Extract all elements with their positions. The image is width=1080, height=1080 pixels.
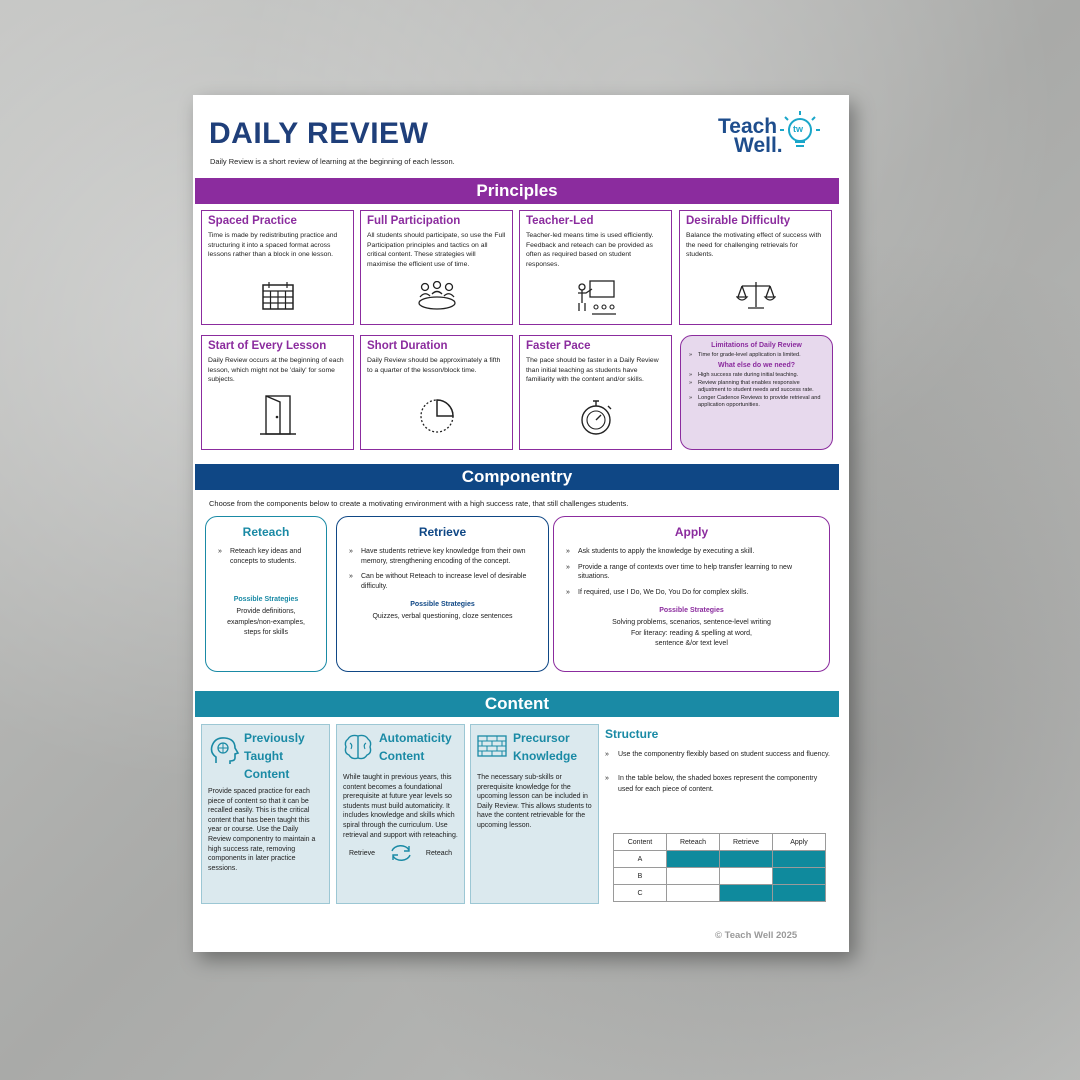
component-title: Reteach: [242, 525, 290, 539]
row-label: A: [614, 851, 667, 868]
what-else-title: What else do we need?: [717, 362, 795, 370]
principle-card-faster-pace: [519, 335, 672, 450]
brain-icon: [343, 733, 373, 761]
retrieve-reteach-cycle: [343, 844, 458, 862]
principle-card-short-duration: [360, 335, 513, 450]
component-bullet: » Have students retrieve key knowledge from their own memory, strengthening encoding of the concept.: [347, 547, 538, 566]
componentry-intro: Choose from the components below to create a motivating environment with a high success rate, that still challenges students.: [209, 499, 629, 508]
teacher-presenting-icon: [574, 279, 618, 317]
component-bullet: » Ask students to apply the knowledge by executing a skill.: [564, 547, 819, 557]
content-card-previously-taught: [201, 724, 330, 904]
principle-card-start-of-every-lesson: [201, 335, 354, 450]
need-item: » Review planning that enables responsive adjustment to student needs and success rate.: [689, 380, 824, 395]
component-title: Retrieve: [418, 525, 467, 539]
table-header: Content: [614, 834, 667, 851]
principle-text: Daily Review occurs at the beginning of each lesson, which might not be 'daily' for some subjects.: [208, 357, 344, 384]
principle-text: Daily Review should be approximately a fifth to a quarter of the lesson/block time.: [367, 357, 501, 374]
principle-card-full-participation: [360, 210, 513, 325]
strategies-label: Possible Strategies: [233, 596, 299, 604]
table-row: [614, 885, 826, 902]
principle-title: Teacher-Led: [526, 215, 594, 227]
content-heading: Content: [195, 691, 839, 717]
principle-text: Time is made by redistributing practice and structuring it into a spaced format across lessons rather than a block in one lesson.: [208, 232, 338, 259]
scales-icon: [736, 279, 776, 311]
strategies-text: Quizzes, verbal questioning, cloze sentences: [372, 613, 513, 621]
logo-line2: Well.: [734, 134, 783, 157]
structure-item: » Use the componentry flexibly based on student success and fluency.: [605, 749, 831, 761]
componentry-heading: Componentry: [195, 464, 839, 490]
logo-badge: tw: [793, 124, 803, 134]
cycle-arrows-icon: [388, 844, 414, 862]
principle-card-spaced-practice: [201, 210, 354, 325]
principle-card-desirable-difficulty: [679, 210, 832, 325]
row-label: B: [614, 868, 667, 885]
content-title: Precursor Knowledge: [513, 731, 578, 763]
principle-title: Faster Pace: [526, 340, 591, 352]
logo-line1: Teach: [718, 115, 778, 138]
content-card-automaticity: [336, 724, 465, 904]
strategies-label: Possible Strategies: [659, 607, 724, 615]
table-cell: [773, 851, 826, 868]
teach-well-logo: [715, 109, 825, 161]
principles-heading: Principles: [195, 178, 839, 204]
content-text: Provide spaced practice for each piece of content so that it can be recalled easily. This is the critical content that has been taught this year or course. Use the Daily Review componentry to maintain a high success rate, removing components in later practice sessions.: [208, 788, 316, 872]
row-label: C: [614, 885, 667, 902]
table-header-row: [614, 834, 826, 851]
limitations-panel: [680, 335, 833, 450]
content-card-precursor: [470, 724, 599, 904]
content-title: Previously Taught Content: [244, 731, 305, 781]
brick-wall-icon: [477, 734, 507, 758]
content-text: The necessary sub-skills or prerequisite knowledge for the upcoming lesson can be included in Daily Review. This allows students to have the content retrievable for the upcoming lesson.: [477, 774, 592, 829]
table-cell: [667, 885, 720, 902]
strategies-label: Possible Strategies: [410, 601, 475, 609]
component-bullet: » Provide a range of contexts over time to help transfer learning to new situations.: [564, 563, 819, 582]
limitation-item: » Time for grade-level application is limited.: [689, 352, 824, 359]
structure-title: Structure: [605, 727, 659, 741]
page-subtitle: Daily Review is a short review of learning at the beginning of each lesson.: [210, 157, 455, 166]
need-item: » Longer Cadence Reviews to provide retrieval and application opportunities.: [689, 395, 824, 410]
cycle-left-label: Retrieve: [349, 849, 376, 857]
component-bullet: » If required, use I Do, We Do, You Do for complex skills.: [564, 588, 819, 598]
table-row: [614, 868, 826, 885]
principle-text: Balance the motivating effect of success with the need for challenging retrievals for students.: [686, 232, 822, 259]
content-text: While taught in previous years, this content becomes a foundational prerequisite at future year levels so students must build automaticity. It includes knowledge and skills which spiral through the curriculum. Use retrieval and support with reteaching.: [343, 774, 458, 839]
principle-text: All students should participate, so use the Full Participation principles and tactics on all critical content. These strategies will maximise the efficient use of time.: [367, 232, 506, 268]
principle-title: Start of Every Lesson: [208, 340, 327, 352]
component-card-retrieve: [336, 516, 549, 672]
stopwatch-icon: [578, 398, 614, 436]
principle-title: Short Duration: [367, 340, 448, 352]
door-icon: [258, 394, 298, 436]
table-cell: [720, 885, 773, 902]
group-meeting-icon: [415, 281, 459, 311]
principle-title: Desirable Difficulty: [686, 215, 791, 227]
table-cell: [773, 885, 826, 902]
daily-review-poster: [193, 95, 849, 952]
principle-text: Teacher-led means time is used efficiently. Feedback and reteach can be provided as often as required based on student responses.: [526, 232, 654, 268]
strategies-text: Solving problems, scenarios, sentence-level writing For literacy: reading & spelling at word, sentence &/or text level: [612, 619, 771, 648]
page-title: DAILY REVIEW: [209, 117, 429, 150]
pie-quarter-icon: [417, 396, 457, 436]
table-header: Reteach: [667, 834, 720, 851]
table-cell: [773, 868, 826, 885]
calendar-icon: [261, 281, 295, 311]
brain-head-icon: [208, 735, 240, 767]
limitations-title: Limitations of Daily Review: [711, 342, 802, 349]
need-item: » High success rate during initial teaching.: [689, 372, 824, 379]
table-cell: [667, 868, 720, 885]
principle-title: Spaced Practice: [208, 215, 297, 227]
table-row: [614, 851, 826, 868]
structure-item: » In the table below, the shaded boxes represent the componentry used for each piece of content.: [605, 773, 831, 796]
component-card-apply: [553, 516, 830, 672]
cycle-right-label: Reteach: [425, 849, 452, 857]
strategies-text: Provide definitions, examples/non-examples, steps for skills: [227, 608, 305, 637]
principle-card-teacher-led: [519, 210, 672, 325]
table-cell: [720, 868, 773, 885]
table-cell: [720, 851, 773, 868]
component-bullet: » Can be without Reteach to increase level of desirable difficulty.: [347, 572, 538, 591]
component-title: Apply: [674, 525, 709, 539]
table-header: Retrieve: [720, 834, 773, 851]
content-title: Automaticity Content: [379, 731, 452, 763]
structure-section: [605, 727, 831, 808]
componentry-table: [613, 833, 826, 902]
component-card-reteach: [205, 516, 327, 672]
copyright-footer: © Teach Well 2025: [715, 930, 798, 941]
principle-title: Full Participation: [367, 215, 461, 227]
table-cell: [667, 851, 720, 868]
table-header: Apply: [773, 834, 826, 851]
component-bullet: » Reteach key ideas and concepts to students.: [216, 547, 316, 566]
principle-text: The pace should be faster in a Daily Review than initial teaching as students have familiarity with the content and/or skills.: [526, 357, 659, 384]
